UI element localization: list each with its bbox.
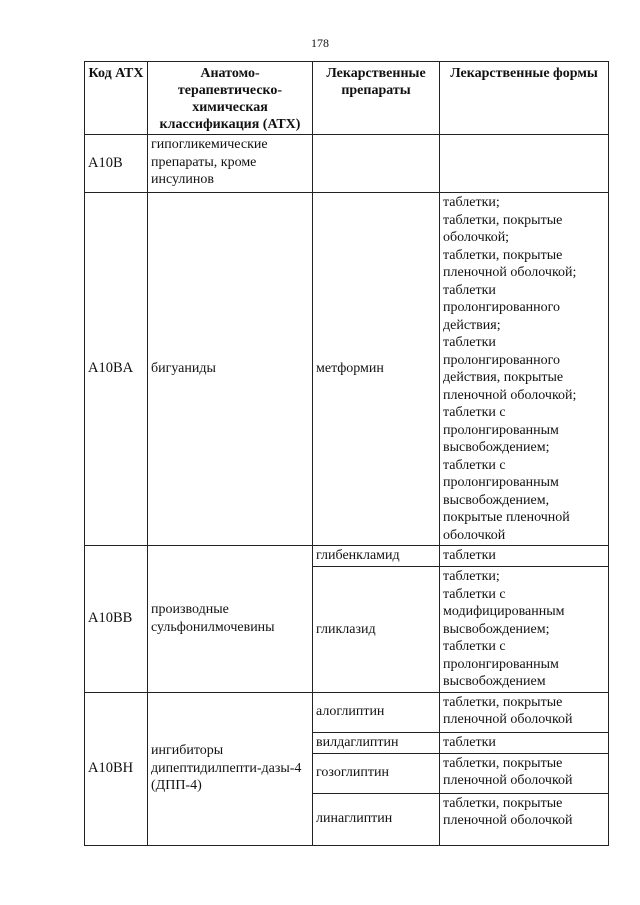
row-classification: ингибиторы дипептидилпепти-дазы-4 (ДПП-4): [148, 692, 313, 845]
row-classification: бигуаниды: [148, 193, 313, 546]
header-drugs: Лекарственные препараты: [313, 62, 440, 135]
row-forms: [440, 193, 609, 546]
row-forms: таблетки, покрытые пленочной оболочкой: [440, 692, 609, 732]
row-forms: таблетки, покрытые пленочной оболочкой: [440, 753, 609, 793]
table-row: [85, 546, 609, 567]
forms-item: таблетки пролонгированного действия;: [443, 282, 561, 333]
forms-item: таблетки;: [443, 195, 500, 210]
row-code: A10BB: [85, 546, 148, 693]
row-code: A10BH: [85, 692, 148, 845]
forms-item: таблетки с модифицированным высвобождением;: [443, 586, 565, 637]
table-row: [85, 692, 609, 732]
row-forms: [440, 567, 609, 693]
row-drug: линаглиптин: [313, 793, 440, 845]
row-drug: вилдаглиптин: [313, 732, 440, 753]
forms-item: таблетки, покрытые оболочкой;: [443, 212, 563, 245]
forms-item: таблетки с пролонгированным высвобождением;: [443, 405, 559, 455]
row-code: A10B: [85, 135, 148, 193]
table-row: [85, 193, 609, 546]
table-row: [85, 135, 609, 193]
atx-table: [84, 61, 609, 846]
row-code: A10BA: [85, 193, 148, 546]
header-classification: Анатомо-терапевтическо-химическая классификация (АТХ): [148, 62, 313, 135]
row-drug: гозоглиптин: [313, 753, 440, 793]
row-classification: гипогликемические препараты, кроме инсулинов: [148, 135, 313, 193]
forms-item: таблетки;: [443, 569, 500, 584]
table-header-row: [85, 62, 609, 135]
header-code: Код АТХ: [85, 62, 148, 135]
row-forms: таблетки, покрытые пленочной оболочкой: [440, 793, 609, 845]
forms-item: таблетки, покрытые пленочной оболочкой;: [443, 247, 577, 280]
row-classification: производные сульфонилмочевины: [148, 546, 313, 693]
row-forms: [440, 135, 609, 193]
row-drug: [313, 135, 440, 193]
row-drug: алоглиптин: [313, 692, 440, 732]
forms-item: таблетки с пролонгированным высвобождением: [443, 639, 559, 689]
row-drug: гликлазид: [313, 567, 440, 693]
row-forms: таблетки: [440, 546, 609, 567]
header-forms: Лекарственные формы: [440, 62, 609, 135]
forms-item: таблетки пролонгированного действия, покрытые пленочной оболочкой;: [443, 335, 577, 403]
forms-item: таблетки с пролонгированным высвобождением, покрытые пленочной оболочкой: [443, 457, 570, 543]
page-number: 178: [311, 36, 329, 50]
row-forms: таблетки: [440, 732, 609, 753]
row-drug: метформин: [313, 193, 440, 546]
row-drug: глибенкламид: [313, 546, 440, 567]
